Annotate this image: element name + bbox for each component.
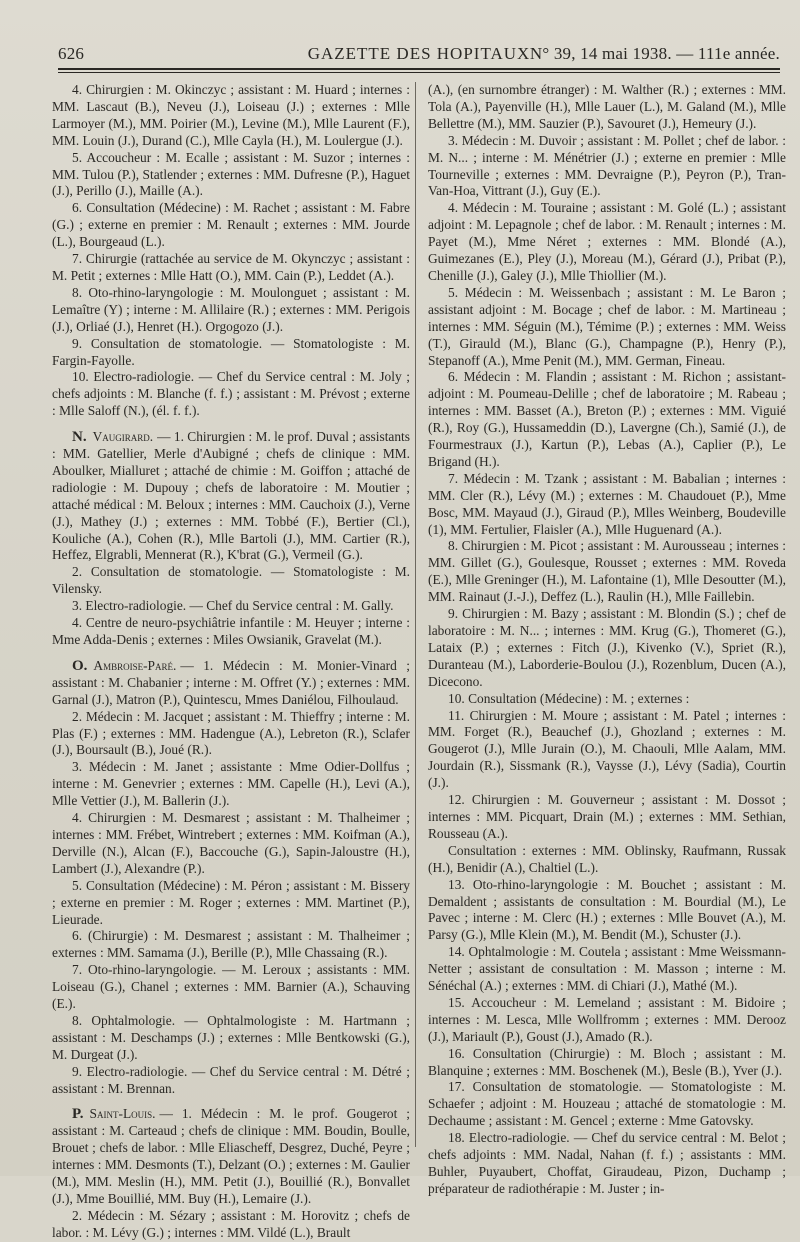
service-entry: 5. Consultation (Médecine) : M. Péron ; assistant : M. Bissery ; externe en premier : M. Roger ; externes : MM. Martinet (P.), Lieurade. (52, 877, 410, 927)
service-entry: 8. Oto-rhino-laryngologie : M. Moulonguet ; assistant : M. Lemaître (Y) ; interne : M. Allilaire (R.) ; externes : MM. Perigois (J.), Orliaé (J.), Henret (H.). Orgogozo (J.). (52, 284, 410, 334)
publication-title: GAZETTE DES HOPITAUX (307, 44, 531, 63)
service-entry: 11. Chirurgien : M. Moure ; assistant : M. Patel ; internes : MM. Forget (R.), Beauchef (J.), Ghozland ; externes : M. Gougerot (J.), Mlle Jurain (O.), M. Chaouli, Mlle Aalam, MM. Jourdain (R.), Sissmank (R.), Vaysse (J.), Lévy (Sadia), Courtin (J.). (428, 707, 786, 791)
hospital-name: Ambroise-Paré. (93, 657, 177, 673)
section-text: — 1. Chirurgien : M. le prof. Duval ; assistants : MM. Gatellier, Merle d'Aubigné ; chefs de clinique : MM. Aboulker, Mialluret ; attaché de chimie : M. Goiffon ; attaché de radiologie : M. Dupouy ; chefs de laboratoire : M. Moutier ; attaché médical : M. Beloux ; internes : MM. Cauchoix (J.), Verne (J.), Mathey (J.) ; externes : MM. Tobbé (F.), Bertier (Cl.), Kouliche (A.), Cohen (R.), Mlle Bartoli (J.), MM. Cartier (R.), Heffez, Elgrabli, Mennerat (R.), K'brat (G.), Vermeil (G.). (52, 429, 410, 563)
service-entry: 6. (Chirurgie) : M. Desmarest ; assistant : M. Thalheimer ; externes : MM. Samama (J.), Berille (P.), Mlle Chassaing (R.). (52, 928, 410, 961)
service-entry: 3. Médecin : M. Janet ; assistante : Mme Odier-Dollfus ; interne : M. Genevrier ; externes : MM. Capelle (H.), Levi (A.), Mlle Vettier (J.), M. Ballerin (J.). (52, 759, 410, 809)
service-entry: 2. Consultation de stomatologie. — Stomatologiste : M. Vilensky. (52, 564, 410, 597)
section-letter: P. (72, 1106, 84, 1123)
hospital-name: Saint-Louis. (89, 1106, 156, 1122)
service-entry: 7. Oto-rhino-laryngologie. — M. Leroux ; assistants : MM. Loiseau (G.), Chanel ; externes : MM. Barnier (A.), Schauving (E.). (52, 962, 410, 1012)
hospital-section (52, 429, 410, 564)
service-entry: 12. Chirurgien : M. Gouverneur ; assistant : M. Dossot ; internes : MM. Picquart, Drain (M.) ; externes : MM. Sethian, Rousseau (A.). (428, 792, 786, 841)
left-column (52, 82, 410, 1242)
column-divider (415, 82, 416, 1147)
hospital-section (52, 1106, 410, 1207)
service-entry: 5. Médecin : M. Weissenbach ; assistant : M. Le Baron ; assistant adjoint : M. Bocage ; chef de labor. : M. Martineau ; internes : MM. Séguin (M.), Témime (P.) ; externes : MM. Weiss (T.), Girauld (M.), Blanc (G.), Champagne (P.), Henry (P.), Stepanoff (A.), Mme Penit (M.), MM. German, Fineau. (428, 284, 786, 368)
service-entry: 4. Médecin : M. Touraine ; assistant : M. Golé (L.) ; assistant adjoint : M. Lepagnole ; chef de labor. : M. Renault ; internes : M. Payet (M.), Mme Néret ; externes : MM. Blondé (A.), Guimezanes (E.), Pley (J.), Moreau (M.), Gérard (J.), Pribat (P.), Chenille (J.), Galey (J.), Mlle Thiollier (M.). (428, 200, 786, 283)
header-rule-thick (58, 68, 780, 70)
service-entry: 8. Chirurgien : M. Picot ; assistant : M. Aurousseau ; internes : MM. Gillet (G.), Goulesque, Rousset ; externes : MM. Roveda (E.), Mlle Greninger (H.), M. Lafontaine (1), Mlle Desoutter (M.), MM. Rainaut (J.-J.), Deffez (L.), Raulin (H.), Mlle Faillebin. (428, 538, 786, 605)
issue-date: N° 39, 14 mai 1938. — 111e année. (529, 44, 780, 63)
service-entry: 6. Consultation (Médecine) : M. Rachet ; assistant : M. Fabre (G.) ; externe en premier : M. Renault ; externes : MM. Jourde (L.), Bourgeaud (L.). (52, 200, 410, 250)
header-rule-thin (58, 72, 780, 73)
service-entry: 17. Consultation de stomatologie. — Stomatologiste : M. Schaefer ; adjoint : M. Houzeau ; attaché de stomatologie : M. Dechaume ; assistant : M. Gencel ; externe : Mme Gatovsky. (428, 1079, 786, 1129)
hospital-name: Vaugirard. (92, 429, 154, 445)
service-entry: 4. Chirurgien : M. Desmarest ; assistant : M. Thalheimer ; internes : MM. Frébet, Wintrebert ; externes : MM. Koifman (A.), Derville (N.), Alcan (F.), Baccouche (G.), Sapin-Jaloustre (H.), Lambert (J.), Alexandre (P.). (52, 810, 410, 876)
service-entry: 15. Accoucheur : M. Lemeland ; assistant : M. Bidoire ; internes : M. Lesca, Mlle Wollfromm ; externes : MM. Derooz (J.), Mariault (P.), Goust (J.), Amado (R.). (428, 994, 786, 1044)
service-entry: 2. Médecin : M. Jacquet ; assistant : M. Thieffry ; interne : M. Plas (F.) ; externes : MM. Hadengue (A.), Lebreton (R.), Sclafer (J.), Boursault (B.), Joué (R.). (52, 708, 410, 758)
service-entry: 4. Chirurgien : M. Okinczyc ; assistant : M. Huard ; internes : MM. Lascaut (B.), Neveu (J.), Loiseau (J.) ; externes : Mlle Larmoyer (M.), MM. Poirier (M.), Levine (M.), Mlle Laurent (F.), MM. Louin (J.), Durand (C.), Mlle Cayla (H.), M. Loulergue (J.). (52, 82, 410, 148)
service-entry: 5. Accoucheur : M. Ecalle ; assistant : M. Suzor ; internes : MM. Tulou (P.), Statlender ; externes : MM. Dufresne (P.), Haguet (J.), Perillo (J.), Maille (A.). (52, 149, 410, 199)
section-text: — 1. Médecin : M. Monier-Vinard ; assistant : M. Chabanier ; interne : M. Offret (Y.) ; externes : MM. Garnal (J.), Matron (P.), Quintescu, Mmes Daniélou, Filhoulaud. (52, 657, 410, 707)
service-entry: 3. Electro-radiologie. — Chef du Service central : M. Gally. (72, 598, 394, 614)
page-number: 626 (58, 44, 85, 63)
service-entry: 9. Chirurgien : M. Bazy ; assistant : M. Blondin (S.) ; chef de laboratoire : M. N... ; internes : MM. Krug (G.), Thomeret (G.), Lataix (P.) ; externes : Fitch (J.), Kivenko (V.), Spriet (R.), Duranteau (M.), Laborderie-Boulou (J.), Rozenblum, Ducen (A.), Dicecono. (428, 606, 786, 689)
page-header (58, 44, 780, 66)
right-column (428, 82, 786, 1198)
service-entry: 8. Ophtalmologie. — Ophtalmologiste : M. Hartmann ; assistant : M. Deschamps (J.) ; externes : Mlle Bentkowski (G.), M. Durgeat (J.). (52, 1012, 410, 1062)
service-entry: 18. Electro-radiologie. — Chef du service central : M. Belot ; chefs adjoints : MM. Nadal, Nahan (f. f.) ; assistants : MM. Buhler, Puyaubert, Choffat, Giraudeau, Pizon, Duchamp ; préparateur de radiothérapie : M. Juster ; in- (428, 1130, 786, 1196)
section-letter: O. (72, 657, 88, 674)
service-entry: 10. Electro-radiologie. — Chef du Service central : M. Joly ; chefs adjoints : M. Blanche (f. f.) ; assistant : M. Prévost ; externe : Mlle Saloff (N.), (él. f. f.). (52, 369, 410, 419)
service-entry: 10. Consultation (Médecine) : M. ; externes : (448, 690, 690, 706)
service-entry: 3. Médecin : M. Duvoir ; assistant : M. Pollet ; chef de labor. : M. N... ; interne : M. Ménétrier (J.) ; externe en premier : Mlle Tourneville ; externes : MM. Devraigne (P.), Peyron (P.), Tran-Van-Hoa, Vittrant (J.), Guy (E.). (428, 132, 786, 199)
service-entry: 7. Médecin : M. Tzank ; assistant : M. Babalian ; internes : MM. Cler (R.), Lévy (M.) ; externes : M. Chaudouet (P.), Mme Bosc, MM. Mayaud (J.), Giraud (P.), Mlles Weinberg, Boudeville (1), MM. Fertulier, Flaisler (A.), Mlle Huguenard (A.). (428, 470, 786, 537)
service-entry: 16. Consultation (Chirurgie) : M. Bloch ; assistant : M. Blanquine ; externes : MM. Boschenek (M.), Besle (B.), Yver (J.). (428, 1045, 786, 1078)
section-letter: N. (72, 429, 87, 446)
service-entry: 14. Ophtalmologie : M. Coutela ; assistant : Mme Weissmann-Netter ; assistant de consultation : M. Masson ; interne : M. Sénéchal (A.) ; externes : MM. di Chiari (J.), Mathé (M.). (428, 944, 786, 994)
section-text: — 1. Médecin : M. le prof. Gougerot ; assistant : M. Carteaud ; chefs de clinique : MM. Boudin, Boulle, Brouet ; chefs de labor. : Mlle Eliascheff, Desgrez, Duché, Peyre ; internes : MM. Desmonts (T.), Delzant (O.) ; externes : M. Gaulier (M.), MM. Meslin (H.), MM. Petit (J.), Bouillié (R.), Bonvallet (J.), Mme Bouillié, MM. Buy (H.), Lemaire (J.). (52, 1106, 410, 1206)
service-entry: Consultation : externes : MM. Oblinsky, Raufmann, Russak (H.), Benidir (A.), Chaltiel (L.). (428, 842, 786, 875)
continued-paragraph: (A.), (en surnombre étranger) : M. Walther (R.) ; externes : MM. Tola (A.), Payenville (H.), Mlle Lauer (L.), M. Galand (M.), Mlle Bellettre (M.), MM. Sauzier (P.), Savouret (J.), Hemeury (J.). (428, 82, 786, 131)
service-entry: 6. Médecin : M. Flandin ; assistant : M. Richon ; assistant-adjoint : M. Poumeau-Delille ; chef de laboratoire ; M. Rabeau ; internes : MM. Basset (A.), Breton (P.) ; externes : MM. Viguié (R.), Roy (G.), Hussameddin (D.), Lavergne (Ch.), Samié (J.), de Fourmestraux (J.), Kartun (P.), Lebas (A.), Caplier (P.), Le Brigand (H.). (428, 369, 786, 469)
service-entry: 7. Chirurgie (rattachée au service de M. Okynczyc ; assistant : M. Petit ; externes : Mlle Hatt (O.), MM. Cain (P.), Leddet (A.). (52, 251, 410, 283)
hospital-section (52, 658, 410, 709)
service-entry: 9. Consultation de stomatologie. — Stomatologiste : M. Fargin-Fayolle. (52, 335, 410, 368)
service-entry: 2. Médecin : M. Sézary ; assistant : M. Horovitz ; chefs de labor. : M. Lévy (G.) ; internes : MM. Vildé (L.), Brault (52, 1207, 410, 1240)
service-entry: 9. Electro-radiologie. — Chef du Service central : M. Détré ; assistant : M. Brennan. (52, 1063, 410, 1096)
service-entry: 4. Centre de neuro-psychiâtrie infantile : M. Heuyer ; interne : Mme Adda-Denis ; externes : Miles Owsianik, Gravelat (M.). (52, 615, 410, 647)
service-entry: 13. Oto-rhino-laryngologie : M. Bouchet ; assistant : M. Demaldent ; assistants de consultation : M. Bourdial (M.), Le Pavec ; interne : M. Clerc (H.) ; externes : Mlle Bouvet (A.), M. Parsy (G.), Mlle Klein (M.), M. Bendit (M.), Schuster (J.). (428, 876, 786, 943)
